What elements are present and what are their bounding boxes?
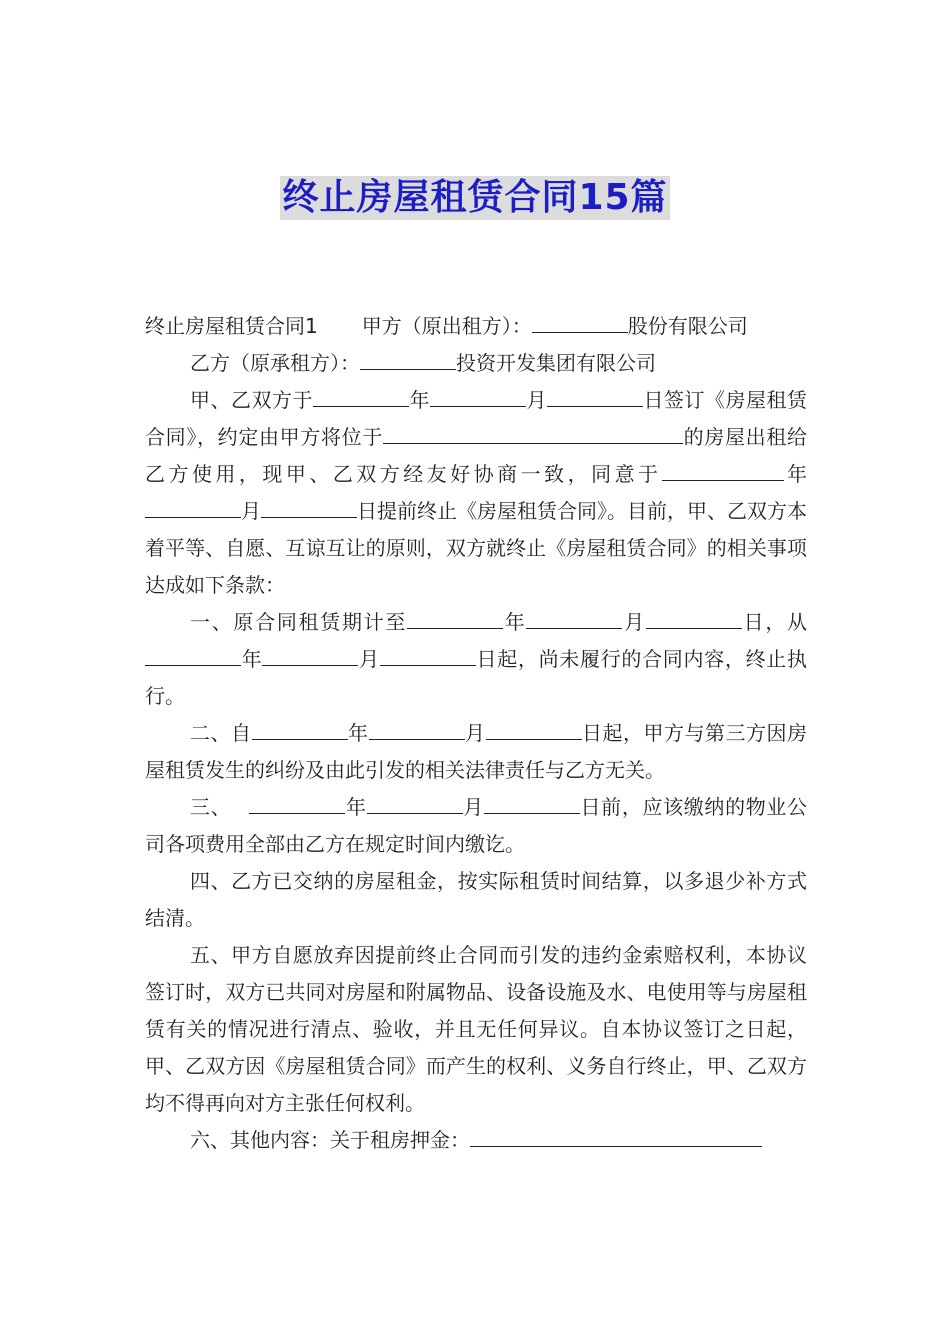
c2-month-blank	[369, 717, 465, 740]
party-a-label: 甲方（原出租方）：	[361, 314, 532, 338]
month-label: 月	[241, 499, 261, 523]
party-b-label: 乙方（原承租方）：	[190, 351, 360, 375]
party-b-blank	[360, 347, 456, 370]
clause-5: 五、甲方自愿放弃因提前终止合同而引发的违约金索赔权利，本协议签订时，双方已共同对房屋和附属物品、设备设施及水、电使用等与房屋租赁有关的情况进行清点、验收，并且无任何异议。自本协议签订之日起，甲、乙双方因《房屋租赁合同》而产生的权利、义务自行终止，甲、乙双方均不得再向对方主张任何权利。	[145, 943, 807, 1115]
clause-2-text-a: 二、自	[190, 721, 252, 745]
clause-6	[145, 1122, 807, 1159]
party-a-blank	[532, 310, 628, 333]
month-label: 月	[526, 388, 547, 412]
party-b-suffix: 投资开发集团有限公司	[456, 351, 656, 375]
clause-3	[145, 789, 807, 863]
end-day-blank	[261, 495, 357, 518]
year-label: 年	[409, 388, 430, 412]
sign-month-blank	[430, 384, 526, 407]
month-label: 月	[462, 795, 484, 819]
party-a-suffix: 股份有限公司	[627, 314, 748, 338]
clause-6-text: 六、其他内容：关于租房押金：	[190, 1128, 470, 1152]
deposit-blank	[470, 1124, 762, 1147]
intro-text-3: 的房屋出租给乙方使用，现甲、乙双方经友好协商一致，同意于	[145, 425, 808, 486]
year-label: 年	[241, 647, 263, 671]
year-label: 年	[345, 795, 367, 819]
clause-1-text-a: 一、原合同租赁期计至	[190, 610, 408, 634]
title-container	[0, 176, 950, 220]
month-label: 月	[464, 721, 486, 745]
document-body	[145, 308, 807, 1159]
year-label: 年	[347, 721, 369, 745]
c2-day-blank	[486, 717, 582, 740]
clause-1-text-c: 日起，尚未履行的合同内容，终止执行。	[145, 647, 808, 708]
term-month-blank	[526, 606, 622, 629]
location-blank	[383, 421, 683, 444]
sign-day-blank	[547, 384, 643, 407]
from-day-blank	[380, 643, 476, 666]
from-year-blank	[145, 643, 241, 666]
clause-1	[145, 604, 807, 715]
month-label: 月	[622, 610, 646, 634]
c3-year-blank	[249, 791, 345, 814]
party-b-paragraph	[145, 345, 807, 382]
month-label: 月	[358, 647, 380, 671]
end-year-blank	[662, 458, 784, 481]
from-month-blank	[262, 643, 358, 666]
c3-day-blank	[484, 791, 580, 814]
intro-text-2: 日签订《房屋租赁合同》，约定由甲方将位于	[145, 388, 807, 449]
year-label: 年	[503, 610, 527, 634]
contract-heading: 终止房屋租赁合同1	[145, 314, 318, 338]
c2-year-blank	[252, 717, 348, 740]
sign-year-blank	[313, 384, 409, 407]
document-title: 终止房屋租赁合同15篇	[282, 177, 668, 218]
clause-1-text-b: 日，从	[741, 610, 808, 634]
heading-paragraph	[145, 308, 807, 345]
term-day-blank	[646, 606, 742, 629]
clause-3-text-b: 日前，应该缴纳的物业公司各项费用全部由乙方在规定时间内缴讫。	[145, 795, 808, 856]
intro-text-4: 日提前终止《房屋租赁合同》。目前，甲、乙双方本着平等、自愿、互谅互让的原则，双方就终止《房屋租赁合同》的相关事项达成如下条款：	[145, 499, 807, 597]
clause-3-text-a: 三、	[190, 795, 232, 819]
intro-paragraph	[145, 382, 807, 604]
year-label: 年	[783, 462, 808, 486]
term-year-blank	[407, 606, 503, 629]
intro-text-1: 甲、乙双方于	[190, 388, 313, 412]
c3-month-blank	[367, 791, 463, 814]
clause-2	[145, 715, 807, 789]
clause-2-text-b: 日起，甲方与第三方因房屋租赁发生的纠纷及由此引发的相关法律责任与乙方无关。	[145, 721, 807, 782]
clause-4: 四、乙方已交纳的房屋租金，按实际租赁时间结算，以多退少补方式结清。	[145, 869, 807, 930]
end-month-blank	[145, 495, 241, 518]
